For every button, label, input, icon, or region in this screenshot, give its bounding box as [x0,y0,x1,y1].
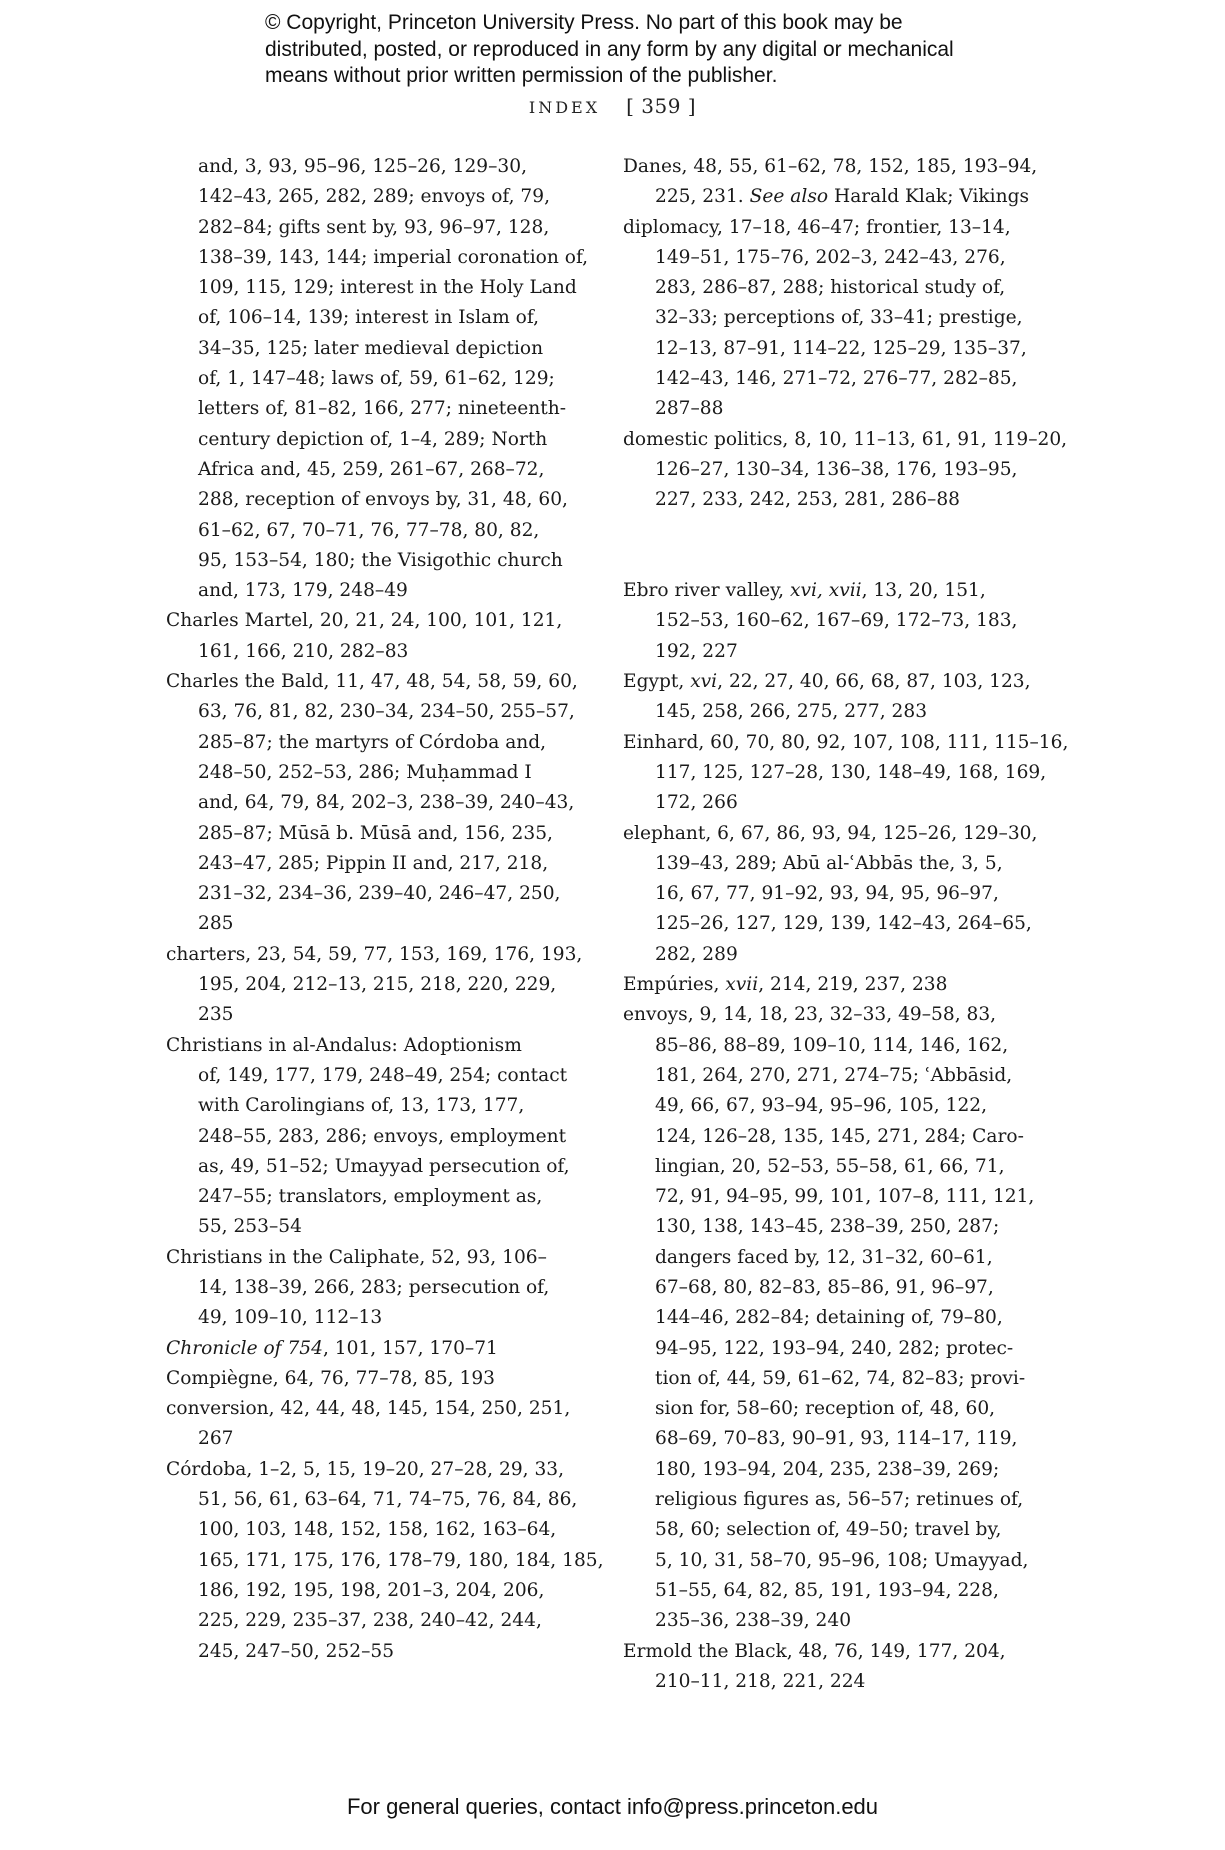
index-subline: 138–39, 143, 144; imperial coronation of, [198,246,589,268]
index-entry: Christians in the Caliphate, 52, 93, 106– [166,1246,547,1268]
index-subline: 34–35, 125; later medieval depiction [198,337,544,359]
index-subline: 117, 125, 127–28, 130, 148–49, 168, 169, [655,761,1047,783]
index-subline: lingian, 20, 52–53, 55–58, 61, 66, 71, [655,1155,1005,1177]
index-subline: century depiction of, 1–4, 289; North [198,428,548,450]
index-subline: 287–88 [655,398,724,420]
index-subline: 109, 115, 129; interest in the Holy Land [198,277,577,299]
index-subline: dangers faced by, 12, 31–32, 60–61, [655,1246,993,1268]
index-subline: 125–26, 127, 129, 139, 142–43, 264–65, [655,913,1032,935]
index-subline: 5, 10, 31, 58–70, 95–96, 108; Umayyad, [655,1549,1029,1571]
index-subline: 51–55, 64, 82, 85, 191, 193–94, 228, [655,1579,999,1601]
index-column-left [166,152,604,1667]
index-subline: 142–43, 265, 282, 289; envoys of, 79, [198,186,550,208]
index-subline: 85–86, 88–89, 109–10, 114, 146, 162, [655,1034,1009,1056]
copyright-notice [265,10,1025,90]
index-subline: 72, 91, 94–95, 99, 101, 107–8, 111, 121, [655,1186,1035,1208]
index-subline: and, 3, 93, 95–96, 125–26, 129–30, [198,156,527,177]
index-subline: 282, 289 [655,943,738,965]
index-entry: envoys, 9, 14, 18, 23, 32–33, 49–58, 83, [623,1004,997,1026]
index-entry: conversion, 42, 44, 48, 145, 154, 250, 251, [166,1398,571,1420]
index-subline: 225, 231. See also Harald Klak; Vikings [655,186,1030,208]
index-subline: letters of, 81–82, 166, 277; nineteenth- [198,398,566,420]
index-subline: 51, 56, 61, 63–64, 71, 74–75, 76, 84, 86, [198,1489,578,1511]
index-subline: 16, 67, 77, 91–92, 93, 94, 95, 96–97, [655,883,999,905]
index-subline: of, 106–14, 139; interest in Islam of, [198,307,539,329]
index-subline: 100, 103, 148, 152, 158, 162, 163–64, [198,1519,557,1541]
index-subline: 142–43, 146, 271–72, 276–77, 282–85, [655,368,1018,390]
index-subline: and, 173, 179, 248–49 [198,580,408,602]
italic-text: xvi, xvii [789,580,862,602]
index-subline: tion of, 44, 59, 61–62, 74, 82–83; provi- [655,1367,1026,1389]
index-subline: 248–50, 252–53, 286; Muḥammad I [198,761,532,783]
index-entry: Charles Martel, 20, 21, 24, 100, 101, 121, [166,610,563,632]
index-subline: 126–27, 130–34, 136–38, 176, 193–95, [655,458,1018,480]
index-subline: 149–51, 175–76, 202–3, 242–43, 276, [655,246,1006,268]
copyright-line: © Copyright, Princeton University Press. No part of this book may be [265,11,903,34]
index-subline: 267 [198,1428,234,1450]
italic-text: See also [749,186,829,208]
index-entry: Ermold the Black, 48, 76, 149, 177, 204, [623,1640,1006,1662]
index-subline: 94–95, 122, 193–94, 240, 282; protec- [655,1337,1014,1359]
index-subline: 235 [198,1004,234,1026]
index-entry: diplomacy, 17–18, 46–47; frontier, 13–14, [623,216,1011,238]
italic-text: Chronicle of 754 [166,1337,323,1359]
index-subline: 161, 166, 210, 282–83 [198,640,409,662]
index-entry: Empúries, xvii, 214, 219, 237, 238 [623,974,948,996]
index-subline: religious figures as, 56–57; retinues of, [655,1489,1024,1511]
index-subline: with Carolingians of, 13, 173, 177, [198,1095,525,1117]
index-subline: 283, 286–87, 288; historical study of, [655,277,1006,299]
index-subline: sion for, 58–60; reception of, 48, 60, [655,1398,996,1420]
index-subline: 63, 76, 81, 82, 230–34, 234–50, 255–57, [198,701,575,723]
index-subline: 172, 266 [655,792,738,814]
index-subline: 145, 258, 266, 275, 277, 283 [655,701,928,723]
index-subline: Africa and, 45, 259, 261–67, 268–72, [198,458,545,480]
index-entry: Danes, 48, 55, 61–62, 78, 152, 185, 193–94, [623,156,1038,177]
index-subline: 231–32, 234–36, 239–40, 246–47, 250, [198,883,561,905]
index-subline: 14, 138–39, 266, 283; persecution of, [198,1276,550,1298]
index-entry: elephant, 6, 67, 86, 93, 94, 125–26, 129–30, [623,822,1038,844]
index-entry: Christians in al-Andalus: Adoptionism [166,1034,522,1056]
italic-text: xvi [690,671,718,693]
letter-gap [623,546,1068,576]
index-subline: 67–68, 80, 82–83, 85–86, 91, 96–97, [655,1276,994,1298]
index-subline: 180, 193–94, 204, 235, 238–39, 269; [655,1458,1000,1480]
index-subline: of, 1, 147–48; laws of, 59, 61–62, 129; [198,368,555,390]
index-subline: 49, 66, 67, 93–94, 95–96, 105, 122, [655,1095,988,1117]
index-subline: 285–87; Mūsā b. Mūsā and, 156, 235, [198,822,553,844]
index-subline: 186, 192, 195, 198, 201–3, 204, 206, [198,1579,545,1601]
index-subline: 181, 264, 270, 271, 274–75; ʿAbbāsid, [655,1064,1013,1086]
index-subline: of, 149, 177, 179, 248–49, 254; contact [198,1064,568,1086]
index-subline: 144–46, 282–84; detaining of, 79–80, [655,1307,1003,1329]
index-column-right [623,152,1068,1697]
copyright-line: distributed, posted, or reproduced in any form by any digital or mechanical [265,37,954,61]
index-subline: 61–62, 67, 70–71, 76, 77–78, 80, 82, [198,519,540,541]
index-subline: 285 [198,913,234,935]
copyright-line: means without prior written permission of the publisher. [265,64,778,87]
index-subline: 282–84; gifts sent by, 93, 96–97, 128, [198,216,550,238]
index-subline: 227, 233, 242, 253, 281, 286–88 [655,489,960,511]
index-subline: 139–43, 289; Abū al-ʿAbbās the, 3, 5, [655,852,1003,874]
index-subline: 210–11, 218, 221, 224 [655,1670,866,1692]
letter-gap [623,516,1068,546]
italic-text: xvii [725,974,759,996]
index-subline: 288, reception of envoys by, 31, 48, 60, [198,489,568,511]
index-subline: as, 49, 51–52; Umayyad persecution of, [198,1155,570,1177]
index-subline: 95, 153–54, 180; the Visigothic church [198,549,563,571]
index-entry: Chronicle of 754, 101, 157, 170–71 [166,1337,498,1359]
index-subline: 235–36, 238–39, 240 [655,1610,852,1632]
index-subline: 32–33; perceptions of, 33–41; prestige, [655,307,1023,329]
index-subline: 130, 138, 143–45, 238–39, 250, 287; [655,1216,1000,1238]
index-entry: Córdoba, 1–2, 5, 15, 19–20, 27–28, 29, 33, [166,1458,565,1480]
index-entry: domestic politics, 8, 10, 11–13, 61, 91, 119–20, [623,428,1068,450]
index-subline: 285–87; the martyrs of Córdoba and, [198,731,547,753]
index-subline: 243–47, 285; Pippin II and, 217, 218, [198,852,549,874]
section-title: INDEX [528,98,601,117]
index-entry: Compiègne, 64, 76, 77–78, 85, 193 [166,1367,495,1389]
index-subline: 245, 247–50, 252–55 [198,1640,395,1662]
index-entry: charters, 23, 54, 59, 77, 153, 169, 176, 193, [166,943,583,965]
page-number: [ 359 ] [626,94,697,118]
index-subline: 225, 229, 235–37, 238, 240–42, 244, [198,1610,542,1632]
index-subline: 248–55, 283, 286; envoys, employment [198,1125,567,1147]
index-subline: 165, 171, 175, 176, 178–79, 180, 184, 185, [198,1549,604,1571]
index-entry: Egypt, xvi, 22, 27, 40, 66, 68, 87, 103, 123, [623,671,1031,693]
index-subline: 49, 109–10, 112–13 [198,1307,383,1329]
index-subline: 68–69, 70–83, 90–91, 93, 114–17, 119, [655,1428,1018,1450]
index-subline: 124, 126–28, 135, 145, 271, 284; Caro- [655,1125,1024,1147]
index-entry: Ebro river valley, xvi, xvii, 13, 20, 151, [623,580,986,602]
index-subline: and, 64, 79, 84, 202–3, 238–39, 240–43, [198,792,575,814]
index-subline: 55, 253–54 [198,1216,302,1238]
index-entry: Einhard, 60, 70, 80, 92, 107, 108, 111, 115–16, [623,731,1069,753]
index-subline: 58, 60; selection of, 49–50; travel by, [655,1519,1002,1541]
running-head [0,94,1225,118]
index-entry: Charles the Bald, 11, 47, 48, 54, 58, 59, 60, [166,671,578,693]
index-subline: 192, 227 [655,640,738,662]
index-subline: 12–13, 87–91, 114–22, 125–29, 135–37, [655,337,1027,359]
index-subline: 247–55; translators, employment as, [198,1186,543,1208]
index-subline: 152–53, 160–62, 167–69, 172–73, 183, [655,610,1018,632]
index-subline: 195, 204, 212–13, 215, 218, 220, 229, [198,974,557,996]
footer-contact: For general queries, contact info@press.princeton.edu [346,1794,879,1819]
